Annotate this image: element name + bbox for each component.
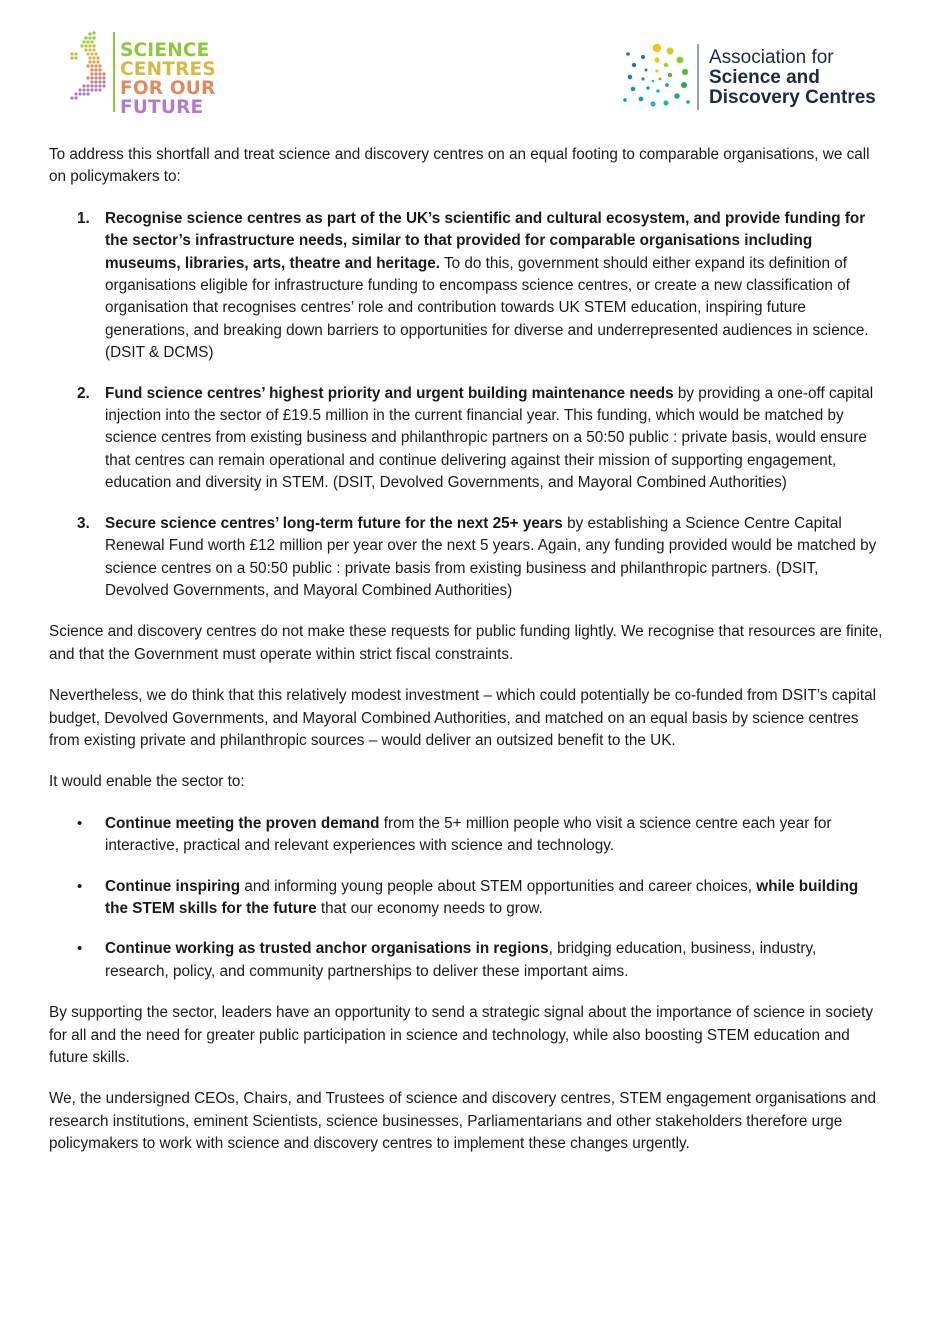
intro-paragraph: To address this shortfall and treat science and discovery centres on an equal footing to comparable organisations, we call on policymakers to:	[49, 146, 870, 186]
benefits-list	[49, 813, 884, 983]
benefit-text: , bridging education, business, industry, research, policy, and community partnerships to deliver these important aims.	[105, 940, 817, 980]
recommendation-text: by establishing a Science Centre Capital Renewal Fund worth £12 million per year over the next 5 years. Again, any funding provided would be matched by science centres on a 50:50 public : private basis from existing business and philanthropic partners. (DSIT, Devolved Governments, and Mayoral Combined Authorities)	[105, 514, 877, 599]
page-header	[0, 0, 930, 130]
recommendation-text: by providing a one-off capital injection into the sector of £19.5 million in the current financial year. This funding, which would be matched by science centres from existing business and philanthropic partners on a 50:50 public : private basis, would ensure that centres can remain operational and continue delivering against their mission of supporting engagement, education and diversity in STEM. (DSIT, Devolved Governments, and Mayoral Combined Authorities)	[105, 384, 874, 492]
recommendation-item	[49, 383, 884, 495]
logo-line-association-for: Association for	[709, 47, 834, 68]
recommendations-list	[49, 208, 884, 603]
recommendation-lead: Recognise science centres as part of the UK’s scientific and cultural ecosystem, and provide funding for the sector’s infrastructure needs, similar to that provided for comparable organisations including museums, libraries, arts, theatre and heritage.	[105, 209, 866, 272]
logo-divider	[697, 44, 699, 110]
signal-paragraph: By supporting the sector, leaders have an opportunity to send a strategic signal about the importance of science in society for all and the need for greater public participation in science and technology, while also boosting STEM education and future skills.	[49, 1004, 873, 1066]
benefit-lead: Continue inspiring	[105, 877, 241, 895]
requests-paragraph: Science and discovery centres do not make these requests for public funding lightly. We recognise that resources are finite, and that the Government must operate within strict fiscal constraints.	[49, 623, 883, 663]
logo-line-centres: CENTRES	[120, 59, 216, 80]
list-number: 3.	[77, 514, 90, 532]
logo-line-future: FUTURE	[120, 97, 204, 118]
recommendation-lead: Fund science centres’ highest priority and urgent building maintenance needs	[105, 384, 674, 402]
dotted-spiral-icon	[620, 40, 694, 115]
logo-divider	[113, 32, 115, 112]
benefit-item	[49, 813, 884, 858]
letter-body	[49, 144, 884, 1175]
asdc-logo	[620, 40, 900, 115]
bullet-icon: •	[77, 877, 83, 895]
bullet-icon: •	[77, 940, 83, 958]
recommendation-lead: Secure science centres’ long-term future for the next 25+ years	[105, 514, 563, 532]
logo-line-for-our: FOR OUR	[120, 78, 216, 99]
signatories-paragraph: We, the undersigned CEOs, Chairs, and Trustees of science and discovery centres, STEM engagement organisations and research institutions, eminent Scientists, science businesses, Parliamentarians and other stakeholders therefore urge policymakers to work with science and discovery centres to implement these changes urgently.	[49, 1090, 877, 1153]
bullet-icon: •	[77, 814, 83, 832]
logo-line-science-and: Science and	[709, 67, 820, 88]
benefit-text: and informing young people about STEM opportunities and career choices,	[240, 877, 757, 895]
benefit-item	[49, 938, 884, 983]
benefit-lead: Continue meeting the proven demand	[105, 814, 380, 832]
uk-map-dots-icon	[68, 28, 112, 114]
recommendation-item	[49, 513, 884, 603]
logo-line-science: SCIENCE	[120, 40, 210, 61]
logo-line-discovery-centres: Discovery Centres	[709, 87, 876, 108]
enable-paragraph: It would enable the sector to:	[49, 773, 245, 791]
science-centres-for-our-future-logo	[68, 28, 238, 118]
investment-paragraph: Nevertheless, we do think that this relatively modest investment – which could potentially be co-funded from DSIT’s capital budget, Devolved Governments, and Mayoral Combined Authorities, and matched on an equal basis by science centres from existing private and philanthropic sources – would deliver an outsized benefit to the UK.	[49, 687, 877, 749]
benefit-lead-secondary: while building the STEM skills for the future	[105, 877, 859, 917]
benefit-text-secondary: that our economy needs to grow.	[316, 899, 543, 917]
recommendation-text: To do this, government should either expand its definition of organisations eligible for infrastructure funding to encompass science centres, or create a new classification of organisation that recognises centres’ role and contribution towards UK STEM education, inspiring future generations, and breaking down barriers to opportunities for diverse and underrepresented audiences in science. (DSIT & DCMS)	[105, 254, 869, 362]
recommendation-item	[49, 208, 884, 365]
list-number: 1.	[77, 209, 90, 227]
benefit-lead: Continue working as trusted anchor organisations in regions	[105, 940, 549, 958]
benefit-text: from the 5+ million people who visit a science centre each year for interactive, practical and relevant experiences with science and technology.	[105, 814, 832, 855]
benefit-item	[49, 876, 884, 921]
list-number: 2.	[77, 384, 90, 402]
